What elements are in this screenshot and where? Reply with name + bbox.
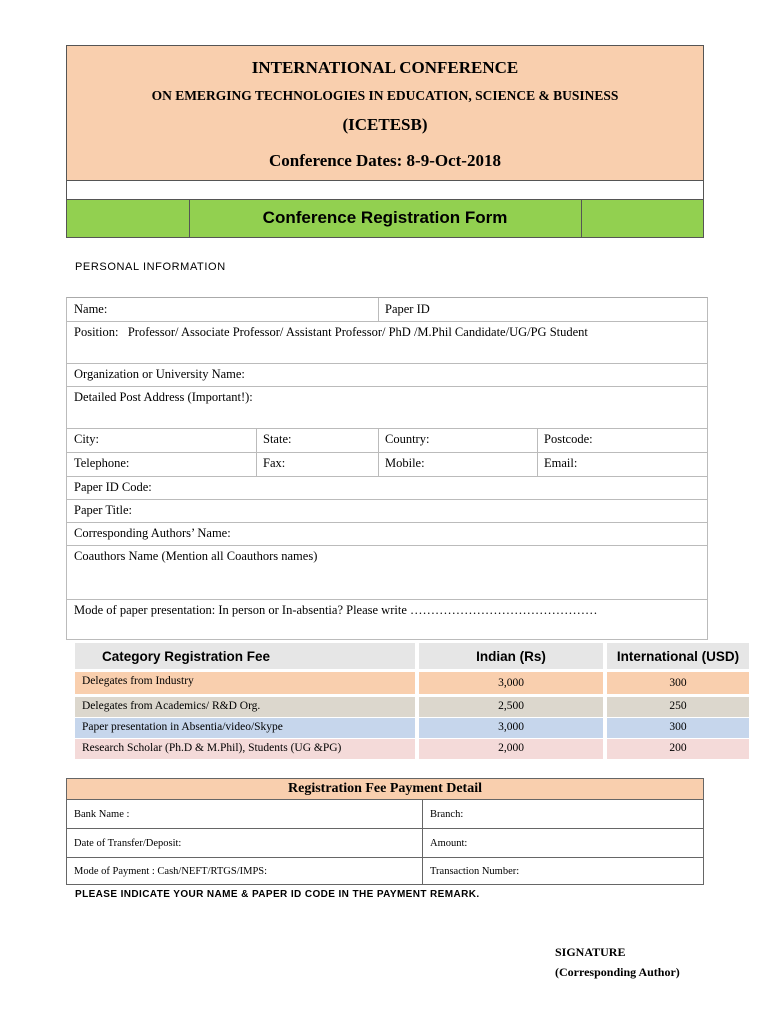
table-row [67, 545, 707, 600]
signature-sublabel: (Corresponding Author) [555, 965, 680, 979]
address-field[interactable]: Detailed Post Address (Important!): [74, 390, 253, 404]
name-field[interactable]: Name: [74, 302, 108, 316]
email-field[interactable]: Email: [544, 456, 578, 470]
telephone-field[interactable]: Telephone: [74, 456, 130, 470]
fee-indian: 2,500 [419, 697, 603, 717]
table-row [67, 599, 707, 640]
transaction-number-field[interactable]: Transaction Number: [430, 865, 520, 877]
postcode-field[interactable]: Postcode: [544, 432, 593, 446]
fee-row [75, 718, 687, 738]
city-field[interactable]: City: [74, 432, 100, 446]
paper-title-field[interactable]: Paper Title: [74, 503, 132, 517]
fee-indian: 3,000 [419, 718, 603, 738]
presentation-mode-field[interactable]: Mode of paper presentation: In person or In-absentia? Please write ……………………………………… [74, 603, 598, 617]
paper-id-code-field[interactable]: Paper ID Code: [74, 480, 152, 494]
fax-field[interactable]: Fax: [263, 456, 286, 470]
payment-detail-table [66, 778, 704, 885]
table-row [67, 386, 707, 429]
paper-id-field[interactable]: Paper ID [385, 302, 430, 316]
personal-info-table [66, 297, 708, 640]
form-title: Conference Registration Form [262, 208, 508, 227]
fee-row [75, 672, 687, 694]
table-row [67, 858, 703, 884]
conference-subtitle: ON EMERGING TECHNOLOGIES IN EDUCATION, SCIENCE & BUSINESS [151, 88, 619, 103]
amount-field[interactable]: Amount: [430, 837, 468, 849]
fee-indian: 2,000 [419, 739, 603, 759]
fee-international: 300 [607, 672, 749, 694]
fee-international: 300 [607, 718, 749, 738]
organization-field[interactable]: Organization or University Name: [74, 367, 245, 381]
table-row [67, 800, 703, 829]
mobile-field[interactable]: Mobile: [385, 456, 425, 470]
header-title-block [67, 46, 703, 181]
fee-header-indian: Indian (Rs) [419, 643, 603, 669]
fee-indian: 3,000 [419, 672, 603, 694]
fee-international: 200 [607, 739, 749, 759]
divider [581, 200, 582, 238]
fee-header-international: International (USD) [607, 643, 749, 669]
table-row [67, 428, 707, 453]
fee-category: Research Scholar (Ph.D & M.Phil), Students (UG &PG) [75, 739, 415, 759]
payment-mode-field[interactable]: Mode of Payment : Cash/NEFT/RTGS/IMPS: [67, 858, 423, 884]
table-row [67, 476, 707, 500]
coauthors-field[interactable]: Coauthors Name (Mention all Coauthors names) [74, 549, 318, 563]
position-options: Professor/ Associate Professor/ Assistant Professor/ PhD /M.Phil Candidate/UG/PG Student [127, 325, 588, 339]
fee-row [75, 739, 687, 759]
fee-category: Delegates from Industry [75, 672, 415, 694]
table-row [67, 321, 707, 364]
table-row [67, 499, 707, 523]
state-field[interactable]: State: [263, 432, 292, 446]
signature-label: SIGNATURE [555, 945, 626, 959]
conference-acronym: (ICETESB) [342, 115, 428, 134]
payment-detail-title: Registration Fee Payment Detail [67, 779, 703, 800]
transfer-date-field[interactable]: Date of Transfer/Deposit: [67, 829, 423, 857]
table-row [67, 522, 707, 546]
table-row [67, 363, 707, 387]
conference-dates: Conference Dates: 8-9-Oct-2018 [269, 151, 501, 170]
conference-header [66, 45, 704, 238]
country-field[interactable]: Country: [385, 432, 430, 446]
position-field[interactable] [67, 321, 707, 363]
branch-field[interactable]: Branch: [430, 808, 464, 820]
section-heading-personal: PERSONAL INFORMATION [75, 261, 226, 273]
table-row [67, 452, 707, 477]
fee-row [75, 697, 687, 717]
fee-international: 250 [607, 697, 749, 717]
position-label: Position: [74, 325, 119, 339]
table-row [67, 298, 707, 322]
table-row [67, 829, 703, 858]
corresponding-authors-field[interactable]: Corresponding Authors’ Name: [74, 526, 231, 540]
payment-remark-note: PLEASE INDICATE YOUR NAME & PAPER ID CODE IN THE PAYMENT REMARK. [75, 889, 480, 900]
fee-table-header [75, 643, 740, 669]
conference-title: INTERNATIONAL CONFERENCE [251, 58, 519, 77]
fee-header-category: Category Registration Fee [75, 643, 415, 669]
form-title-bar [67, 199, 703, 237]
bank-name-field[interactable]: Bank Name : [67, 800, 423, 828]
fee-category: Paper presentation in Absentia/video/Skype [75, 718, 415, 738]
fee-category: Delegates from Academics/ R&D Org. [75, 697, 415, 717]
